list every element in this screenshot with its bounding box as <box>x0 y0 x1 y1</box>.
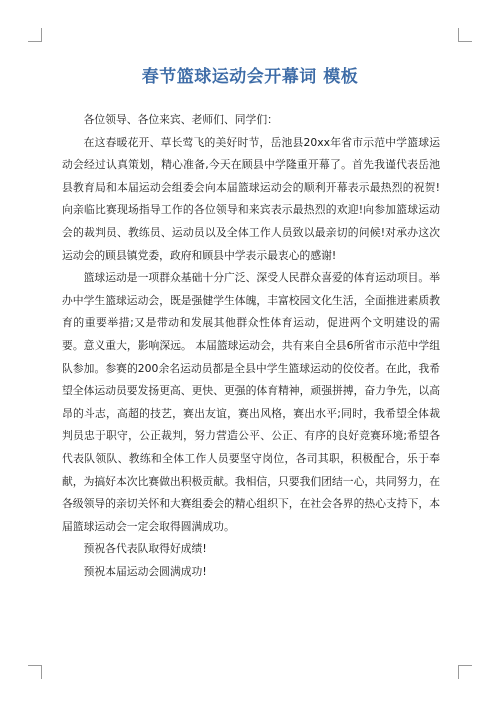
crop-mark-bottom-right-v <box>458 665 459 679</box>
document-title: 春节篮球运动会开幕词 模板 <box>141 67 359 87</box>
paragraph-wish-games: 预祝本届运动会圆满成功! <box>83 564 207 578</box>
crop-mark-top-right-h <box>458 41 472 42</box>
crop-mark-top-left-h <box>28 41 42 42</box>
crop-mark-bottom-left-v <box>41 665 42 679</box>
crop-mark-top-right-v <box>458 28 459 42</box>
crop-mark-bottom-left-h <box>28 665 42 666</box>
paragraph-opening: 在这春暖花开、草长莺飞的美好时节，岳池县20xx年省市示范中学篮球运动会经过认真策划，精心准备,今天在顾县中学隆重开幕了。首先我谨代表岳池县教育局和本届运动会组委会向本届篮球运动会的顺利开幕表示最热烈的祝贺!向亲临比赛现场指导工作的各位领导和来宾表示最热烈的欢迎!向参加篮球运动会的裁判员、教练员、运动员以及全体工作人员致以最亲切的问候!对承办这次运动会的顾县镇党委，政府和顾县中学表示最衷心的感谢! <box>62 135 440 262</box>
crop-mark-bottom-right-h <box>458 665 472 666</box>
document-body <box>62 109 440 583</box>
crop-mark-top-left-v <box>41 28 42 42</box>
salutation: 各位领导、各位来宾、老师们、同学们： <box>83 113 278 126</box>
paragraph-main: 篮球运动是一项群众基础十分广泛、深受人民群众喜爱的体育运动项目。举办中学生篮球运动会，既是强健学生体魄，丰富校园文化生活，全面推进素质教育的重要举措;又是带动和发展其他群众性体育运动，促进两个文明建设的需要。意义重大，影响深远。 本届篮球运动会，共有来自全县6所省市示范中学组队参加。参赛的200余名运动员都是全县中学生篮球运动的佼佼者。在此，我希望全体运动员要发扬更高、更快、更强的体育精神，顽强拼搏，奋力争先，以高昂的斗志，高超的技艺，赛出友谊，赛出风格，赛出水平;同时，我希望全体裁判员忠于职守，公正裁判，努力营造公平、公正、有序的良好竞赛环境;希望各代表队领队、教练和全体工作人员要坚守岗位，各司其职，积极配合，乐于奉献，为搞好本次比赛做出积极贡献。我相信，只要我们团结一心，共同努力，在各级领导的亲切关怀和大赛组委会的精心组织下，在社会各界的热心支持下，本届篮球运动会一定会取得圆满成功。 <box>62 271 440 533</box>
paragraph-wish-teams: 预祝各代表队取得好成绩! <box>83 542 207 556</box>
